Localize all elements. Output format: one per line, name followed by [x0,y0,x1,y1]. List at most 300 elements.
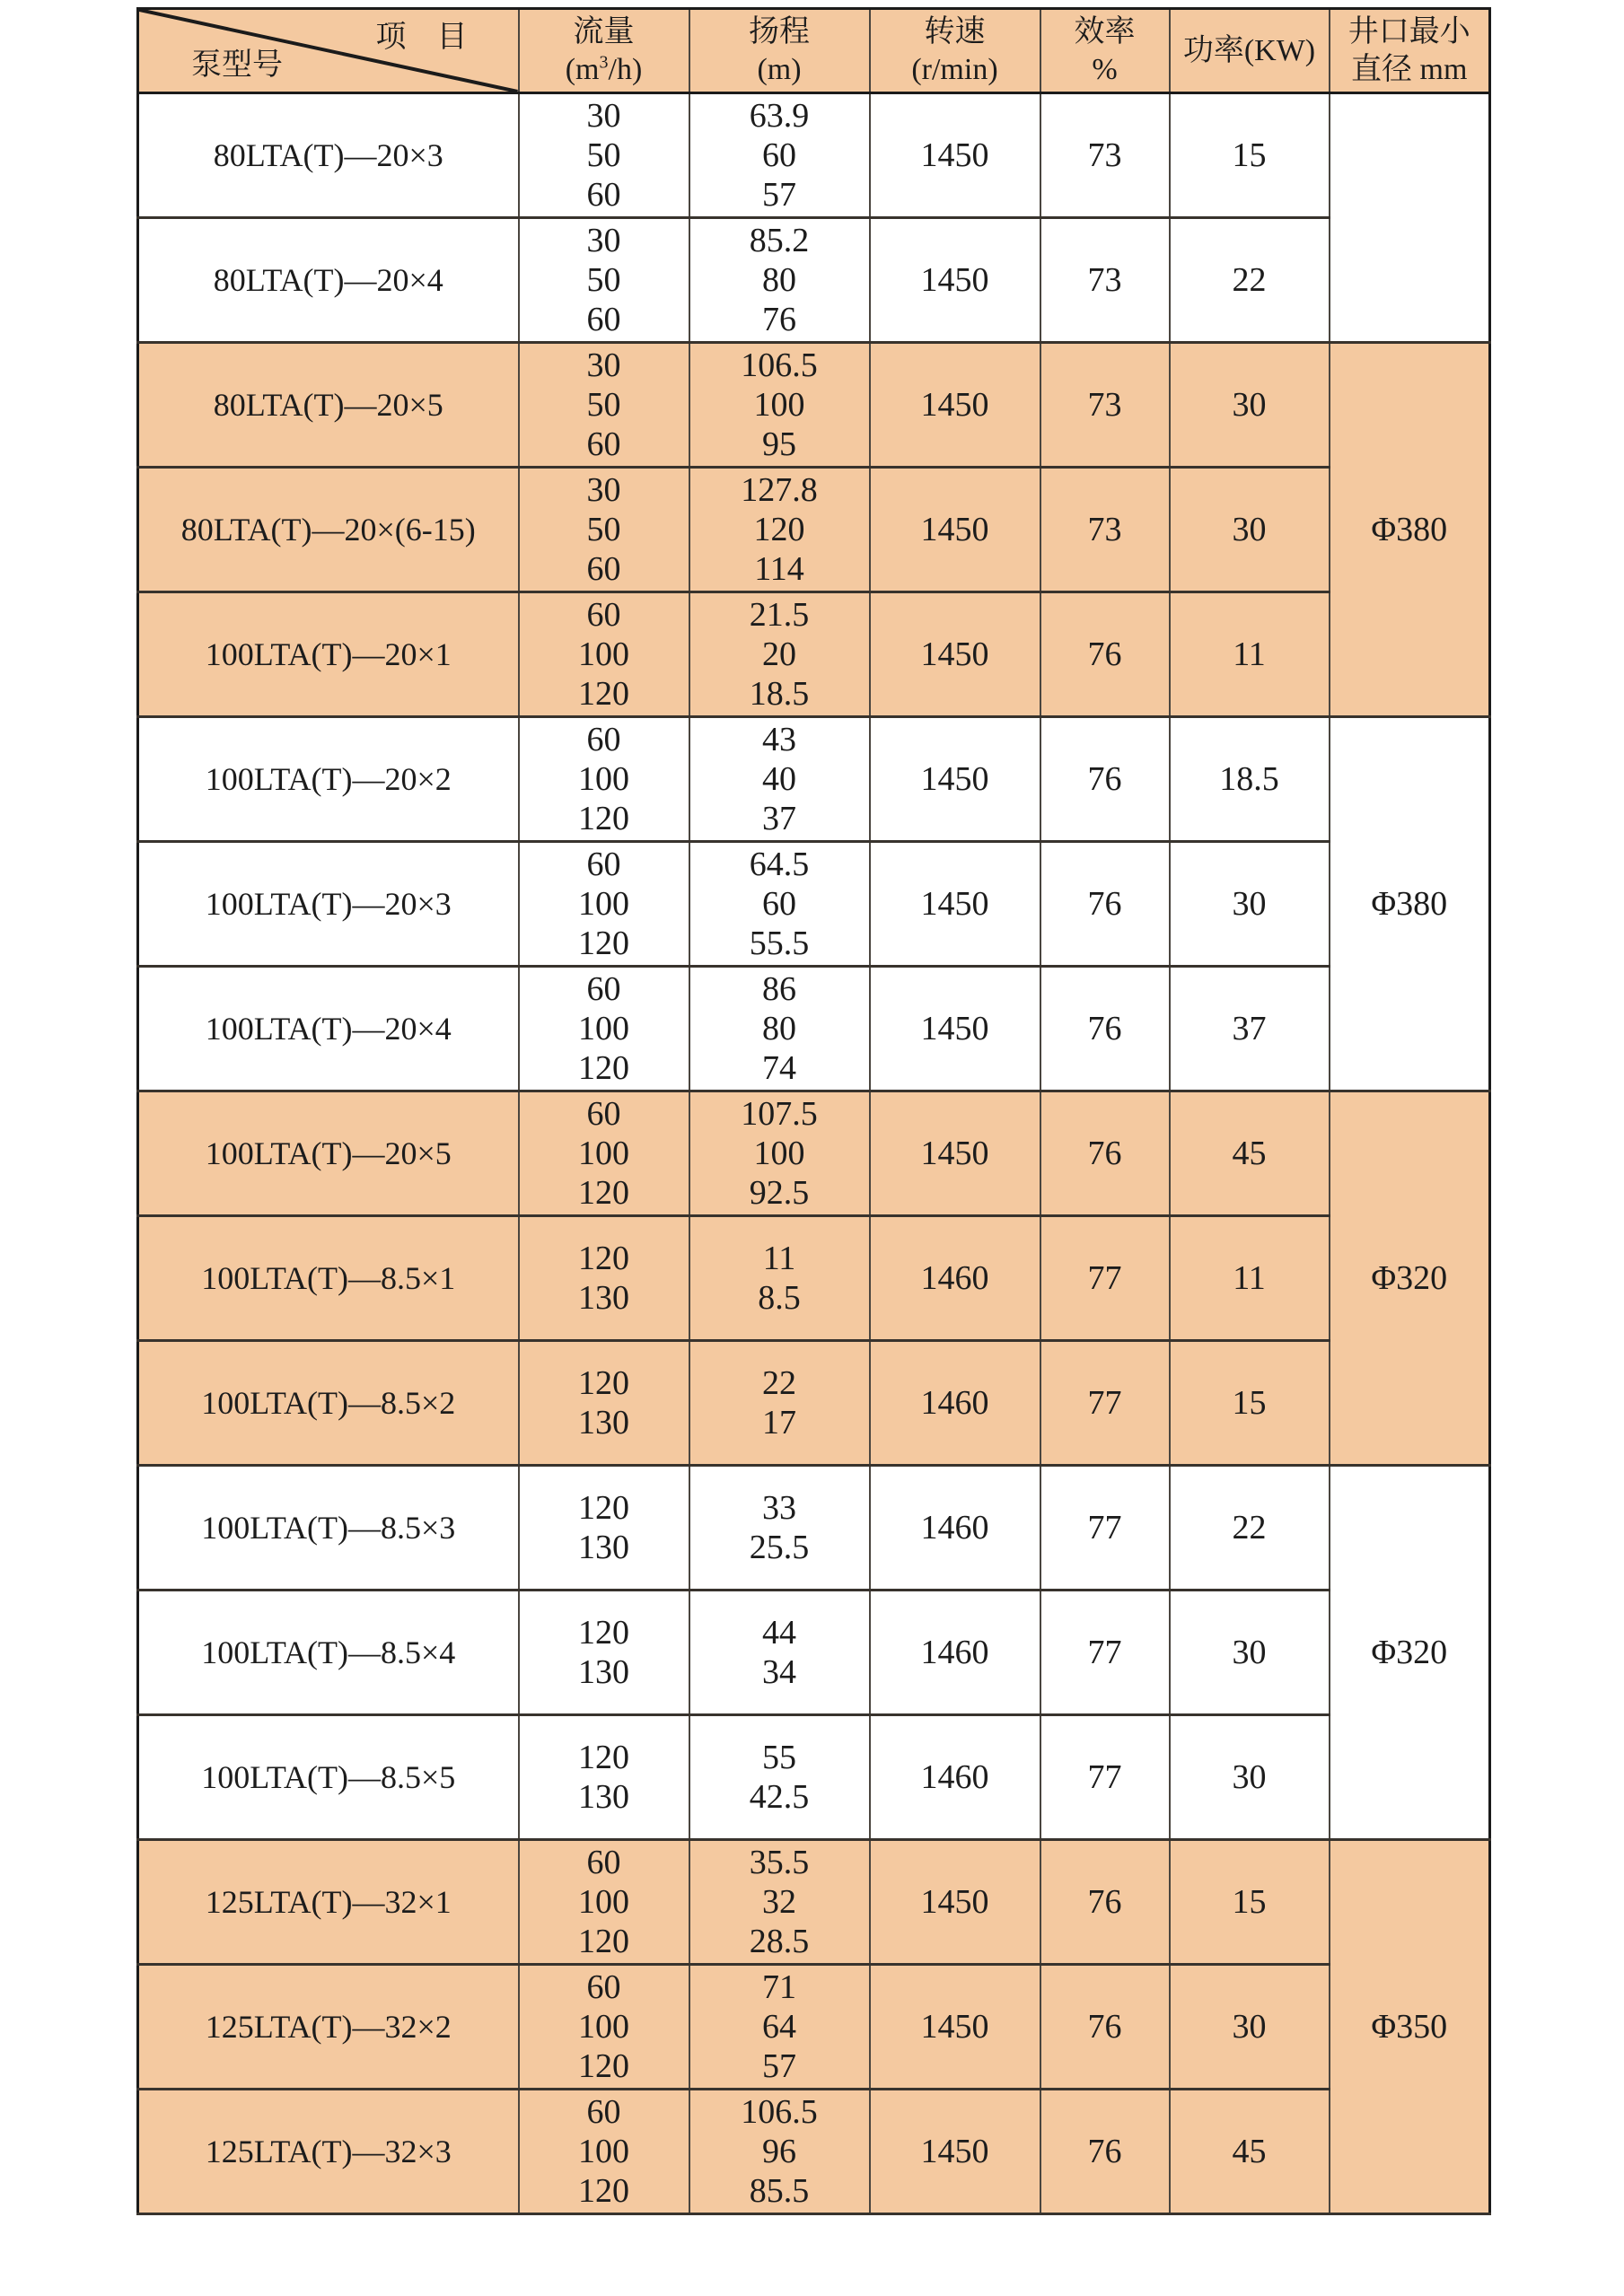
flow-values-cell-value: 120 [578,800,629,837]
flow-values-cell [519,1091,689,1216]
head-values-cell [689,717,870,842]
speed-cell-value: 1460 [920,1259,989,1297]
table-row [138,1341,1490,1466]
efficiency-cell [1040,93,1170,218]
speed-cell [870,1591,1040,1715]
power-cell [1170,1840,1330,1965]
flow-values-cell-value: 50 [586,136,621,174]
head-values-cell-value: 120 [753,511,805,548]
pump-model-cell [138,343,519,468]
efficiency-cell [1040,967,1170,1091]
power-cell-value: 15 [1232,1883,1267,1921]
table-row [138,343,1490,468]
speed-cell [870,1091,1040,1216]
pump-model-cell-value: 100LTA(T)—20×1 [205,636,452,672]
efficiency-cell [1040,1091,1170,1216]
flow-values-cell-value: 30 [586,471,621,509]
efficiency-cell [1040,2090,1170,2214]
column-header-well-line1: 井口最小 [1347,14,1470,48]
power-cell-value: 30 [1232,885,1267,923]
pump-model-cell [138,717,519,842]
power-cell [1170,1466,1330,1591]
table-row [138,1715,1490,1840]
power-cell-value: 37 [1232,1010,1267,1047]
power-cell [1170,218,1330,343]
flow-values-cell-value: 30 [586,97,621,135]
power-cell-value: 30 [1232,1634,1267,1671]
head-values-cell-value: 55 [762,1739,796,1776]
column-header-power [1170,9,1330,93]
flow-values-cell-value: 60 [586,1968,621,2006]
power-cell-value: 45 [1232,2133,1267,2170]
pump-model-cell [138,1091,519,1216]
efficiency-cell-value: 76 [1087,1010,1122,1047]
efficiency-cell [1040,468,1170,592]
flow-values-cell-value: 100 [578,635,629,673]
flow-values-cell [519,1840,689,1965]
well-diameter-cell [1330,93,1490,343]
head-values-cell-value: 42.5 [749,1778,810,1816]
table-row [138,468,1490,592]
column-header-efficiency-title: 效率 [1074,14,1136,48]
table-row [138,1965,1490,2090]
flow-values-cell-value: 60 [586,2093,621,2131]
table-row [138,1840,1490,1965]
head-values-cell-value: 92.5 [749,1174,810,1212]
speed-cell [870,1965,1040,2090]
speed-cell [870,967,1040,1091]
speed-cell-value: 1450 [920,2008,989,2046]
pump-model-cell [138,1466,519,1591]
column-header-well-line2: 直径 mm [1351,52,1468,86]
flow-values-cell [519,93,689,218]
head-values-cell [689,592,870,717]
efficiency-cell-value: 76 [1087,635,1122,673]
efficiency-cell-value: 77 [1087,1384,1122,1422]
flow-values-cell-value: 120 [578,1240,629,1277]
table-row [138,218,1490,343]
column-header-flow [519,9,689,93]
column-header-flow-unit: $(m^3/h)$ [565,52,643,86]
flow-values-cell [519,842,689,967]
power-cell-value: 11 [1233,635,1266,673]
speed-cell-value: 1450 [920,1883,989,1921]
head-values-cell [689,1591,870,1715]
head-values-cell-value: 22 [762,1364,796,1402]
column-header-head [689,9,870,93]
flow-values-cell-value: 60 [586,425,621,463]
flow-values-cell-value: 100 [578,760,629,798]
flow-values-cell [519,1965,689,2090]
header-corner-item-label: 项 目 [375,21,468,54]
head-values-cell [689,468,870,592]
speed-cell [870,592,1040,717]
power-cell [1170,1965,1330,2090]
pump-model-cell-value: 100LTA(T)—8.5×5 [201,1759,456,1795]
efficiency-cell-value: 77 [1087,1634,1122,1671]
flow-values-cell [519,1341,689,1466]
pump-model-cell-value: 125LTA(T)—32×1 [205,1884,452,1920]
efficiency-cell-value: 73 [1087,386,1122,424]
head-values-cell-value: 114 [754,550,804,588]
flow-values-cell-value: 120 [578,1489,629,1527]
speed-cell [870,1466,1040,1591]
efficiency-cell-value: 77 [1087,1259,1122,1297]
flow-values-cell-value: 60 [586,550,621,588]
pump-model-cell-value: 125LTA(T)—32×3 [205,2134,452,2169]
head-values-cell-value: 37 [762,800,796,837]
well-diameter-cell: Φ320 [1330,1466,1490,1840]
efficiency-cell-value: 76 [1087,885,1122,923]
pump-model-cell-value: 80LTA(T)—20×3 [213,137,443,173]
pump-model-cell-value: 100LTA(T)—20×5 [205,1135,452,1171]
head-values-cell-value: 28.5 [749,1923,810,1960]
flow-values-cell [519,717,689,842]
efficiency-cell-value: 76 [1087,2133,1122,2170]
head-values-cell-value: 71 [762,1968,796,2006]
head-values-cell-value: 34 [762,1653,796,1691]
efficiency-cell-value: 76 [1087,760,1122,798]
pump-model-cell [138,842,519,967]
flow-values-cell-value: 120 [578,1049,629,1087]
speed-cell [870,842,1040,967]
efficiency-cell [1040,1466,1170,1591]
power-cell-value: 15 [1232,1384,1267,1422]
flow-values-cell-value: 50 [586,261,621,299]
head-values-cell [689,2090,870,2214]
pump-model-cell-value: 100LTA(T)—8.5×2 [201,1385,456,1421]
flow-values-cell-value: 120 [578,1614,629,1652]
flow-values-cell-value: 100 [578,1135,629,1172]
pump-model-cell [138,1341,519,1466]
head-values-cell [689,967,870,1091]
head-values-cell [689,1216,870,1341]
pump-model-cell [138,592,519,717]
flow-values-cell-value: 60 [586,970,621,1008]
speed-cell-value: 1460 [920,1384,989,1422]
head-values-cell-value: 57 [762,176,796,214]
efficiency-cell [1040,1715,1170,1840]
column-header-power-title: 功率(KW) [1182,33,1316,67]
column-header-speed [870,9,1040,93]
speed-cell-value: 1450 [920,136,989,174]
speed-cell-value: 1450 [920,261,989,299]
head-values-cell-value: 18.5 [749,675,810,713]
flow-values-cell-value: 120 [578,2172,629,2210]
power-cell-value: 30 [1232,386,1267,424]
power-cell [1170,343,1330,468]
speed-cell [870,93,1040,218]
head-values-cell-value: 64 [762,2008,796,2046]
flow-values-cell-value: 30 [586,222,621,259]
power-cell [1170,1216,1330,1341]
head-values-cell-value: 74 [762,1049,796,1087]
pump-model-cell-value: 100LTA(T)—20×3 [205,886,452,922]
table-row [138,1091,1490,1216]
pump-model-cell-value: 100LTA(T)—20×2 [205,761,452,797]
flow-values-cell-value: 120 [578,675,629,713]
flow-values-cell-value: 100 [578,2008,629,2046]
pump-model-cell [138,468,519,592]
speed-cell [870,1341,1040,1466]
speed-cell-value: 1450 [920,1010,989,1047]
pump-model-cell-value: 100LTA(T)—8.5×1 [201,1260,456,1296]
speed-cell [870,1216,1040,1341]
power-cell-value: 11 [1233,1259,1266,1297]
flow-values-cell-value: 60 [586,176,621,214]
efficiency-cell [1040,1216,1170,1341]
flow-values-cell [519,218,689,343]
efficiency-cell [1040,717,1170,842]
power-cell [1170,592,1330,717]
head-values-cell-value: 40 [762,760,796,798]
power-cell [1170,468,1330,592]
power-cell-value: 30 [1232,511,1267,548]
flow-values-cell-value: 60 [586,721,621,758]
power-cell-value: 18.5 [1219,760,1279,798]
header-row [138,9,1490,93]
head-values-cell-value: 107.5 [741,1095,818,1133]
head-values-cell-value: 60 [762,136,796,174]
head-values-cell-value: 127.8 [741,471,818,509]
pump-model-cell [138,1715,519,1840]
speed-cell [870,468,1040,592]
efficiency-cell-value: 77 [1087,1758,1122,1796]
head-values-cell-value: 85.2 [749,222,810,259]
head-values-cell [689,343,870,468]
power-cell-value: 22 [1232,1509,1267,1547]
head-values-cell-value: 100 [753,1135,805,1172]
pump-model-cell-value: 100LTA(T)—8.5×4 [201,1634,456,1670]
speed-cell [870,717,1040,842]
speed-cell-value: 1450 [920,511,989,548]
flow-values-cell-value: 130 [578,1778,629,1816]
table-row [138,842,1490,967]
flow-values-cell-value: 50 [586,511,621,548]
flow-values-cell-value: 120 [578,1923,629,1960]
head-values-cell-value: 80 [762,1010,796,1047]
table-row [138,1591,1490,1715]
pump-model-cell [138,93,519,218]
flow-values-cell-value: 120 [578,1739,629,1776]
head-values-cell-value: 55.5 [749,925,810,962]
flow-values-cell-value: 60 [586,846,621,883]
head-values-cell [689,218,870,343]
flow-values-cell [519,592,689,717]
efficiency-cell-value: 77 [1087,1509,1122,1547]
power-cell [1170,717,1330,842]
pump-model-cell-value: 125LTA(T)—32×2 [205,2009,452,2045]
well-diameter-cell: Φ320 [1330,1091,1490,1466]
power-cell-value: 45 [1232,1135,1267,1172]
head-values-cell-value: 43 [762,721,796,758]
speed-cell-value: 1450 [920,885,989,923]
power-cell [1170,967,1330,1091]
head-values-cell [689,93,870,218]
head-values-cell-value: 76 [762,301,796,338]
flow-values-cell-value: 30 [586,346,621,384]
head-values-cell-value: 96 [762,2133,796,2170]
flow-values-cell-value: 130 [578,1279,629,1317]
pump-model-cell [138,1591,519,1715]
column-header-head-unit: (m) [757,52,802,86]
speed-cell [870,218,1040,343]
flow-values-cell [519,1466,689,1591]
head-values-cell [689,1715,870,1840]
pump-model-cell [138,218,519,343]
head-values-cell-value: 106.5 [741,346,818,384]
column-header-efficiency [1040,9,1170,93]
header-corner-pump-model-label: 泵型号 [191,48,283,82]
speed-cell [870,1715,1040,1840]
column-header-efficiency-unit: % [1092,52,1118,86]
well-diameter-cell: Φ380 [1330,343,1490,717]
flow-values-cell-value: 60 [586,596,621,634]
flow-values-cell-value: 100 [578,1883,629,1921]
table-row [138,967,1490,1091]
head-values-cell-value: 80 [762,261,796,299]
pump-model-cell [138,1216,519,1341]
column-header-speed-unit: (r/min) [911,52,998,86]
power-cell [1170,1591,1330,1715]
efficiency-cell-value: 73 [1087,136,1122,174]
speed-cell-value: 1460 [920,1758,989,1796]
power-cell [1170,2090,1330,2214]
table-row [138,93,1490,218]
table-row [138,717,1490,842]
power-cell [1170,1715,1330,1840]
efficiency-cell [1040,842,1170,967]
head-values-cell-value: 25.5 [749,1529,810,1566]
table-body [138,93,1490,2214]
flow-values-cell-value: 50 [586,386,621,424]
table-row [138,1466,1490,1591]
flow-values-cell [519,1715,689,1840]
head-values-cell-value: 95 [762,425,796,463]
head-values-cell-value: 32 [762,1883,796,1921]
pump-model-cell-value: 100LTA(T)—20×4 [205,1011,452,1047]
head-values-cell [689,1840,870,1965]
head-values-cell-value: 86 [762,970,796,1008]
flow-values-cell-value: 120 [578,925,629,962]
power-cell [1170,842,1330,967]
head-values-cell-value: 20 [762,635,796,673]
pump-model-cell-value: 80LTA(T)—20×4 [213,262,443,298]
table-row [138,2090,1490,2214]
head-values-cell [689,1466,870,1591]
power-cell [1170,93,1330,218]
head-values-cell-value: 33 [762,1489,796,1527]
efficiency-cell-value: 76 [1087,1135,1122,1172]
pump-model-cell [138,1965,519,2090]
head-values-cell [689,1341,870,1466]
column-header-speed-title: 转速 [924,14,986,48]
flow-values-cell-value: 130 [578,1653,629,1691]
speed-cell-value: 1450 [920,635,989,673]
head-values-cell-value: 85.5 [749,2172,810,2210]
efficiency-cell [1040,1965,1170,2090]
pump-model-cell [138,1840,519,1965]
head-values-cell-value: 57 [762,2047,796,2085]
efficiency-cell-value: 76 [1087,2008,1122,2046]
head-values-cell-value: 8.5 [758,1279,801,1317]
efficiency-cell-value: 73 [1087,261,1122,299]
speed-cell [870,1840,1040,1965]
speed-cell-value: 1460 [920,1509,989,1547]
head-values-cell-value: 21.5 [749,596,810,634]
head-values-cell [689,1091,870,1216]
power-cell-value: 30 [1232,1758,1267,1796]
flow-values-cell [519,2090,689,2214]
head-values-cell-value: 64.5 [749,846,810,883]
column-header-well-diameter [1330,9,1490,93]
flow-values-cell-value: 60 [586,1844,621,1881]
column-header-head-title: 扬程 [749,14,810,48]
efficiency-cell [1040,1341,1170,1466]
flow-values-cell-value: 60 [586,1095,621,1133]
flow-values-cell [519,1591,689,1715]
head-values-cell-value: 100 [753,386,805,424]
flow-values-cell-value: 120 [578,2047,629,2085]
pump-model-cell-value: 80LTA(T)—20×5 [213,387,443,423]
well-diameter-cell: Φ380 [1330,717,1490,1091]
head-values-cell-value: 44 [762,1614,796,1652]
pump-model-cell [138,967,519,1091]
speed-cell-value: 1450 [920,386,989,424]
efficiency-cell [1040,218,1170,343]
pump-spec-table [136,7,1491,2215]
pump-model-cell [138,2090,519,2214]
flow-values-cell [519,343,689,468]
speed-cell-value: 1450 [920,2133,989,2170]
header-corner-cell [138,9,519,93]
power-cell-value: 30 [1232,2008,1267,2046]
pump-model-cell-value: 100LTA(T)—8.5×3 [201,1510,456,1546]
power-cell-value: 15 [1232,136,1267,174]
table-row [138,1216,1490,1341]
efficiency-cell [1040,1591,1170,1715]
flow-values-cell-value: 60 [586,301,621,338]
column-header-flow-title: 流量 [573,14,635,48]
power-cell [1170,1341,1330,1466]
efficiency-cell [1040,343,1170,468]
flow-values-cell-value: 130 [578,1404,629,1442]
speed-cell [870,2090,1040,2214]
speed-cell [870,343,1040,468]
flow-values-cell-value: 120 [578,1364,629,1402]
speed-cell-value: 1450 [920,760,989,798]
head-values-cell-value: 35.5 [749,1844,810,1881]
pump-model-cell-value: 80LTA(T)—20×(6-15) [180,512,476,548]
flow-values-cell [519,967,689,1091]
flow-values-cell-value: 130 [578,1529,629,1566]
head-values-cell-value: 63.9 [749,97,810,135]
flow-values-cell-value: 120 [578,1174,629,1212]
efficiency-cell [1040,1840,1170,1965]
flow-values-cell-value: 100 [578,1010,629,1047]
speed-cell-value: 1460 [920,1634,989,1671]
table-row [138,592,1490,717]
efficiency-cell-value: 73 [1087,511,1122,548]
flow-values-cell-value: 100 [578,885,629,923]
flow-values-cell [519,1216,689,1341]
efficiency-cell [1040,592,1170,717]
efficiency-cell-value: 76 [1087,1883,1122,1921]
head-values-cell-value: 17 [762,1404,796,1442]
speed-cell-value: 1450 [920,1135,989,1172]
head-values-cell [689,842,870,967]
power-cell [1170,1091,1330,1216]
